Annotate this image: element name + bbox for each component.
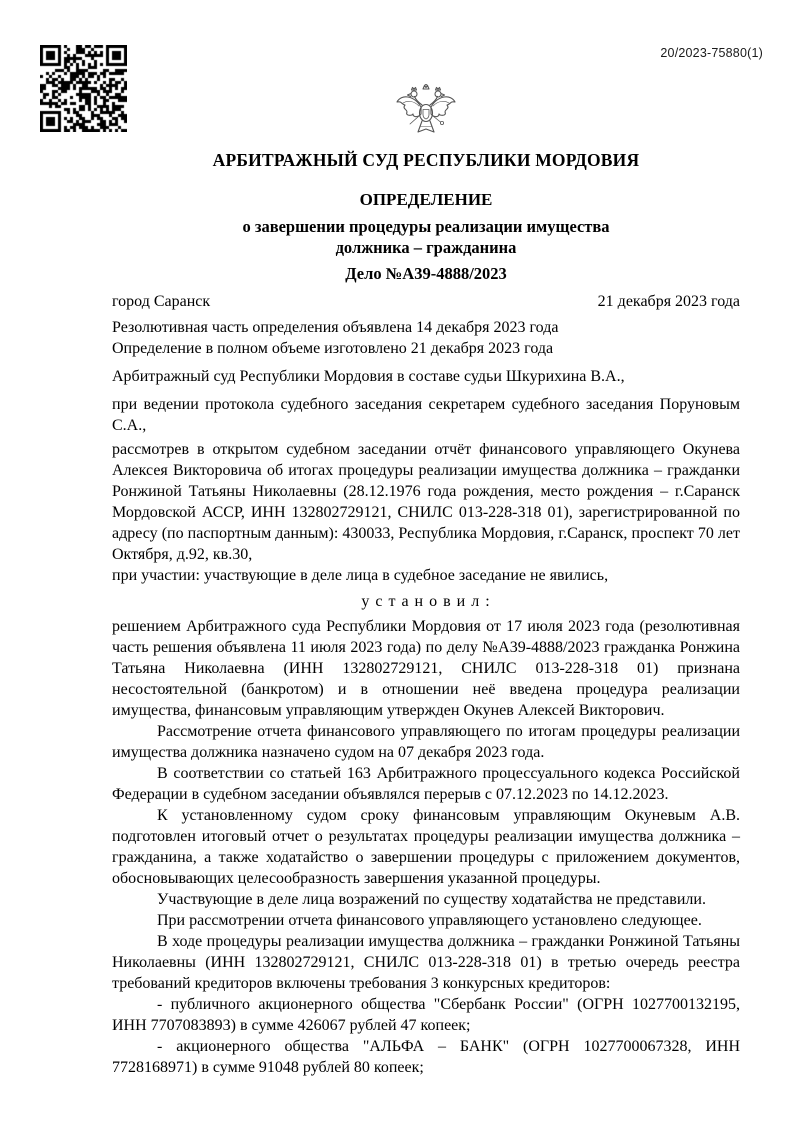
- paragraph-attendance: при участии: участвующие в деле лица в судебное заседание не явились,: [112, 567, 609, 584]
- document-content: [112, 0, 740, 1078]
- ruling-marker: у с т а н о в и л :: [361, 593, 491, 610]
- body-paragraph-creditors-register: В ходе процедуры реализации имущества должника – гражданки Ронжиной Татьяны Николаевны (ИНН 132802729121, СНИЛС 013-228-318 01) в третью очередь реестра требований кредиторов включены требования 3 конкурсных кредиторов:: [112, 933, 740, 992]
- paragraph-resolutive-part: Резолютивная часть определения объявлена 14 декабря 2023 года: [112, 319, 559, 336]
- city-date-row: [112, 291, 740, 312]
- document-subtitle: [112, 216, 740, 258]
- paragraph-court-composition: Арбитражный суд Республики Мордовия в составе судьи Шкурихина В.А.,: [112, 368, 625, 385]
- body-paragraph-findings-intro: При рассмотрении отчета финансового управляющего установлено следующее.: [157, 912, 702, 929]
- case-number: Дело №А39-4888/2023: [345, 264, 507, 283]
- body-paragraph-final-report: К установленному судом сроку финансовым управляющим Окуневым А.В. подготовлен итоговый отчет о результатах процедуры реализации имущества должника – гражданина, а также ходатайство о завершении процедуры с приложением документов, обосновывающих целесообразность завершения указанной процедуры.: [112, 807, 740, 887]
- body-paragraph-creditor-alfabank: - акционерного общества "АЛЬФА – БАНК" (ОГРН 1027700067328, ИНН 7728168971) в сумме 91048 рублей 80 копеек;: [112, 1038, 740, 1076]
- document-number: 20/2023-75880(1): [660, 46, 763, 60]
- document-type-title: ОПРЕДЕЛЕНИЕ: [359, 190, 493, 209]
- body-paragraph-no-objections: Участвующие в деле лица возражений по существу ходатайства не представили.: [157, 891, 706, 908]
- subtitle-line-1: о завершении процедуры реализации имущества: [242, 217, 610, 236]
- paragraph-case-considered: рассмотрев в открытом судебном заседании отчёт финансового управляющего Окунева Алексея Викторовича об итогах процедуры реализации имущества должника – гражданки Ронжиной Татьяны Николаевны (28.12.1976 года рождения, место рождения – г.Саранск Мордовской АССР, ИНН 132802729121, СНИЛС 013-228-318 01), зарегистрированной по адресу (по паспортным данным): 430033, Республика Мордовия, г.Саранск, проспект 70 лет Октября, д.92, кв.30,: [112, 441, 740, 563]
- coat-of-arms-icon: [393, 84, 459, 146]
- date-label: 21 декабря 2023 года: [597, 293, 740, 310]
- court-name: АРБИТРАЖНЫЙ СУД РЕСПУБЛИКИ МОРДОВИЯ: [212, 150, 640, 170]
- city-label: город Саранск: [112, 293, 211, 310]
- body-paragraph-decision: решением Арбитражного суда Республики Мордовия от 17 июля 2023 года (резолютивная часть решения объявлена 11 июля 2023 года) по делу №А39-4888/2023 гражданка Ронжина Татьяна Николаевна (ИНН 132802729121, СНИЛС 013-228-318 01) признана несостоятельной (банкротом) и в отношении неё введена процедура реализации имущества, финансовым управляющим утвержден Окунев Алексей Викторович.: [112, 618, 740, 719]
- paragraph-full-text-date: Определение в полном объеме изготовлено 21 декабря 2023 года: [112, 340, 554, 357]
- body-paragraph-recess: В соответствии со статьей 163 Арбитражного процессуального кодекса Российской Федерации в судебном заседании объявлялся перерыв с 07.12.2023 по 14.12.2023.: [112, 765, 740, 803]
- subtitle-line-2: должника – гражданина: [335, 238, 517, 257]
- coat-of-arms: [112, 84, 740, 148]
- body-paragraph-creditor-sberbank: - публичного акционерного общества "Сбербанк России" (ОГРН 1027700132195, ИНН 7707083893) в сумме 426067 рублей 47 копеек;: [112, 996, 740, 1034]
- body-paragraph-report-review: Рассмотрение отчета финансового управляющего по итогам процедуры реализации имущества должника назначено судом на 07 декабря 2023 года.: [112, 723, 740, 761]
- paragraph-secretary: при ведении протокола судебного заседания секретарем судебного заседания Поруновым С.А.,: [112, 396, 740, 434]
